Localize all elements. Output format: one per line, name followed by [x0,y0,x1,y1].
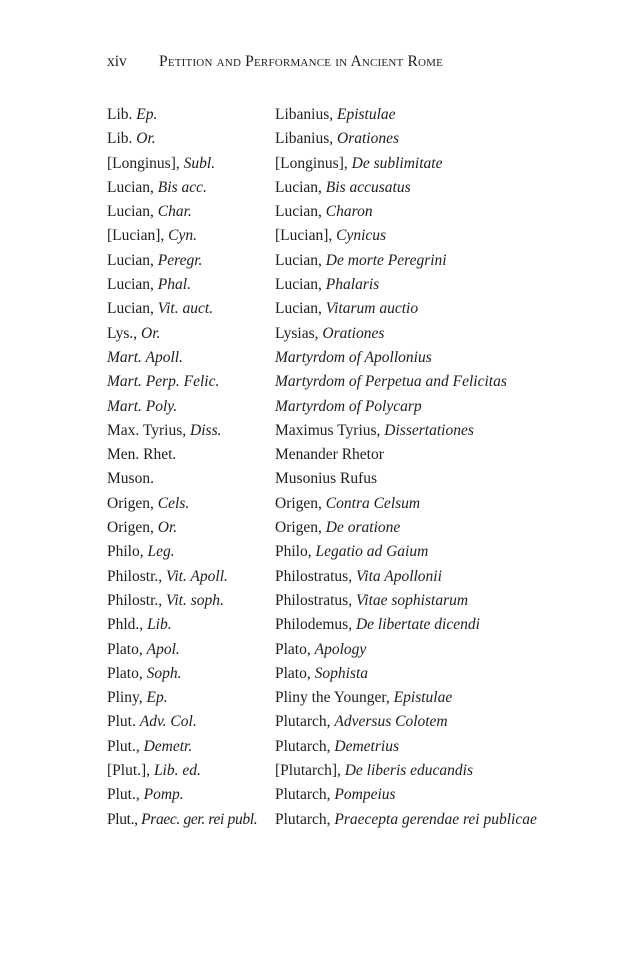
abbreviation [107,103,275,127]
italic-text: Apology [314,640,367,658]
italic-text: De sublimitate [351,154,443,172]
abbreviation-entry [107,200,577,224]
roman-text: Lucian, [275,251,326,269]
abbreviation-entry [107,613,577,637]
abbreviation-entry [107,127,577,151]
italic-text: Phal. [157,276,191,294]
abbreviation-entry [107,297,577,321]
italic-text: Cynicus [336,227,387,245]
abbreviation-entry [107,395,577,419]
roman-text: [Plut.], [107,762,154,780]
full-title [275,346,577,370]
roman-text: Muson. [107,470,154,488]
abbreviation [107,224,275,248]
italic-text: Vit. soph. [166,591,224,609]
roman-text: Lucian, [275,178,326,196]
italic-text: Praec. ger. rei publ. [141,810,258,828]
roman-text: Plut., [107,737,144,755]
roman-text: Lucian, [107,300,158,318]
full-title [275,176,577,200]
italic-text: De oratione [325,519,401,537]
abbreviation-entry [107,152,577,176]
italic-text: Epistulae [337,106,396,123]
roman-text: Origen, [275,519,326,537]
roman-text: Lucian, [107,276,158,294]
roman-text: Philo, [107,543,148,561]
abbreviation-entry [107,176,577,200]
full-title [275,370,577,394]
italic-text: Vitae sophistarum [355,591,469,609]
italic-text: Phalaris [325,276,380,294]
italic-text: Or. [136,130,156,148]
full-title [275,152,577,176]
roman-text: Lib. [107,106,137,123]
roman-text: Origen, [107,519,158,537]
italic-text: Vit. auct. [157,300,214,318]
full-title [275,419,577,443]
abbreviation-entry [107,419,577,443]
abbreviation-entry [107,273,577,297]
italic-text: De liberis educandis [344,762,474,780]
italic-text: Orationes [337,130,399,148]
italic-text: Subl. [183,154,216,172]
abbreviation-entry [107,662,577,686]
abbreviation [107,370,275,394]
abbreviation [107,322,275,346]
abbreviation-entry [107,492,577,516]
full-title [275,103,577,127]
italic-text: Epistulae [393,689,453,707]
abbreviation-entry [107,103,577,127]
abbreviation-entry [107,467,577,491]
italic-text: De morte Peregrini [325,251,447,269]
italic-text: Pomp. [143,786,184,804]
italic-text: Mart. Poly. [107,397,178,415]
roman-text: [Lucian], [275,227,337,245]
abbreviation-entry [107,589,577,613]
roman-text: [Longinus], [275,154,352,172]
roman-text: Origen, [107,494,158,512]
abbreviation [107,152,275,176]
running-title: Petition and Performance in Ancient Rome [159,53,444,70]
roman-text: [Longinus], [107,154,184,172]
full-title [275,127,577,151]
italic-text: Adversus Colotem [334,713,448,731]
running-head [107,52,547,72]
abbreviation [107,735,275,759]
italic-text: Pompeius [334,786,396,804]
abbreviation [107,783,275,807]
page-number: xiv [107,53,127,70]
roman-text: Philo, [275,543,316,561]
full-title [275,735,577,759]
roman-text: Philostratus, [275,591,356,609]
roman-text: Lucian, [275,300,326,318]
italic-text: Bis accusatus [325,178,411,196]
italic-text: Diss. [190,421,222,439]
roman-text: Plut., [107,786,144,804]
italic-text: Martyrdom of Perpetua and Felicitas [275,373,507,391]
abbreviation-entry [107,735,577,759]
full-title [275,467,577,491]
full-title [275,638,577,662]
roman-text: Philodemus, [275,616,356,634]
italic-text: Ep. [146,689,168,707]
abbreviation [107,492,275,516]
abbreviation-entry [107,516,577,540]
italic-text: Martyrdom of Apollonius [275,348,432,366]
full-title [275,273,577,297]
full-title [275,224,577,248]
abbreviation [107,613,275,637]
full-title [275,395,577,419]
abbreviation [107,516,275,540]
abbreviation [107,249,275,273]
italic-text: Soph. [146,664,182,682]
abbreviation [107,419,275,443]
roman-text: Lucian, [275,276,326,294]
abbreviation [107,176,275,200]
abbreviation [107,662,275,686]
abbreviation [107,589,275,613]
abbreviation-entry [107,710,577,734]
roman-text: Lucian, [107,251,158,269]
roman-text: Lysias, [275,324,323,342]
full-title [275,565,577,589]
full-title [275,589,577,613]
abbreviation [107,540,275,564]
roman-text: Plutarch, [275,786,335,804]
roman-text: [Plutarch], [275,762,345,780]
abbreviation [107,638,275,662]
roman-text: [Lucian], [107,227,169,245]
roman-text: Plutarch, [275,810,335,828]
roman-text: Menander Rhetor [275,446,384,464]
abbreviation [107,759,275,783]
roman-text: Lucian, [107,203,158,221]
full-title [275,808,577,832]
abbreviation-entry [107,759,577,783]
abbreviation-entry [107,808,577,832]
italic-text: Peregr. [157,251,203,269]
abbreviation-entry [107,443,577,467]
italic-text: Cyn. [168,227,197,245]
roman-text: Men. Rhet. [107,446,177,464]
roman-text: Lucian, [107,178,158,196]
roman-text: Plato, [107,640,147,658]
italic-text: Contra Celsum [325,494,421,512]
roman-text: Musonius Rufus [275,470,378,488]
roman-text: Pliny, [107,689,147,707]
abbreviation-entry [107,638,577,662]
italic-text: Charon [325,203,373,221]
full-title [275,710,577,734]
full-title [275,613,577,637]
abbreviation [107,346,275,370]
italic-text: Lib. ed. [153,762,201,780]
roman-text: Philostr., [107,567,167,585]
roman-text: Lib. [107,130,137,148]
roman-text: Plato, [275,664,315,682]
italic-text: Vitarum auctio [325,300,419,318]
abbreviation [107,710,275,734]
abbreviation-entry [107,346,577,370]
italic-text: Dissertationes [384,421,474,439]
abbreviation-entry [107,565,577,589]
italic-text: Char. [157,203,192,221]
roman-text: Lucian, [275,203,326,221]
italic-text: Demetrius [334,737,399,755]
roman-text: Origen, [275,494,326,512]
italic-text: Legatio ad Gaium [315,543,429,561]
abbreviation-entry [107,783,577,807]
italic-text: Vit. Apoll. [166,567,228,585]
roman-text: Plato, [275,640,315,658]
abbreviation [107,443,275,467]
abbreviation [107,127,275,151]
abbreviation-entry [107,224,577,248]
roman-text: Plut. [107,713,140,731]
abbreviation [107,467,275,491]
full-title [275,759,577,783]
roman-text: Plutarch, [275,713,335,731]
abbreviation [107,297,275,321]
roman-text: Maximus Tyrius, [275,421,385,439]
roman-text: Phld., [107,616,148,634]
abbreviations-list [107,103,577,832]
italic-text: Martyrdom of Polycarp [275,397,422,415]
abbreviation [107,686,275,710]
full-title [275,540,577,564]
roman-text: Plato, [107,664,147,682]
italic-text: Bis acc. [157,178,207,196]
abbreviation-entry [107,370,577,394]
italic-text: Leg. [147,543,175,561]
italic-text: Apol. [146,640,180,658]
abbreviation-entry [107,686,577,710]
abbreviation-entry [107,249,577,273]
roman-text: Max. Tyrius, [107,421,191,439]
abbreviation-entry [107,540,577,564]
italic-text: Praecepta gerendae rei publicae [334,810,537,828]
italic-text: Sophista [314,664,369,682]
abbreviation [107,200,275,224]
roman-text: Lys., [107,324,142,342]
full-title [275,662,577,686]
abbreviation [107,808,275,832]
roman-text: Libanius, [275,106,337,123]
full-title [275,249,577,273]
italic-text: Lib. [147,616,172,634]
abbreviation [107,273,275,297]
roman-text: Philostr., [107,591,167,609]
abbreviation [107,565,275,589]
full-title [275,322,577,346]
italic-text: Demetr. [143,737,193,755]
italic-text: Or. [141,324,161,342]
italic-text: Mart. Apoll. [107,348,183,366]
full-title [275,783,577,807]
roman-text: Plut., [107,810,142,828]
italic-text: Or. [157,519,178,537]
italic-text: Vita Apollonii [355,567,442,585]
abbreviation [107,395,275,419]
roman-text: Philostratus, [275,567,356,585]
italic-text: De libertate dicendi [355,616,480,634]
full-title [275,443,577,467]
italic-text: Adv. Col. [139,713,197,731]
abbreviation-entry [107,322,577,346]
roman-text: Libanius, [275,130,337,148]
italic-text: Orationes [322,324,385,342]
full-title [275,492,577,516]
full-title [275,200,577,224]
full-title [275,686,577,710]
italic-text: Mart. Perp. Felic. [107,373,220,391]
roman-text: Plutarch, [275,737,335,755]
full-title [275,516,577,540]
italic-text: Ep. [136,106,158,123]
italic-text: Cels. [157,494,190,512]
full-title [275,297,577,321]
roman-text: Pliny the Younger, [275,689,394,707]
